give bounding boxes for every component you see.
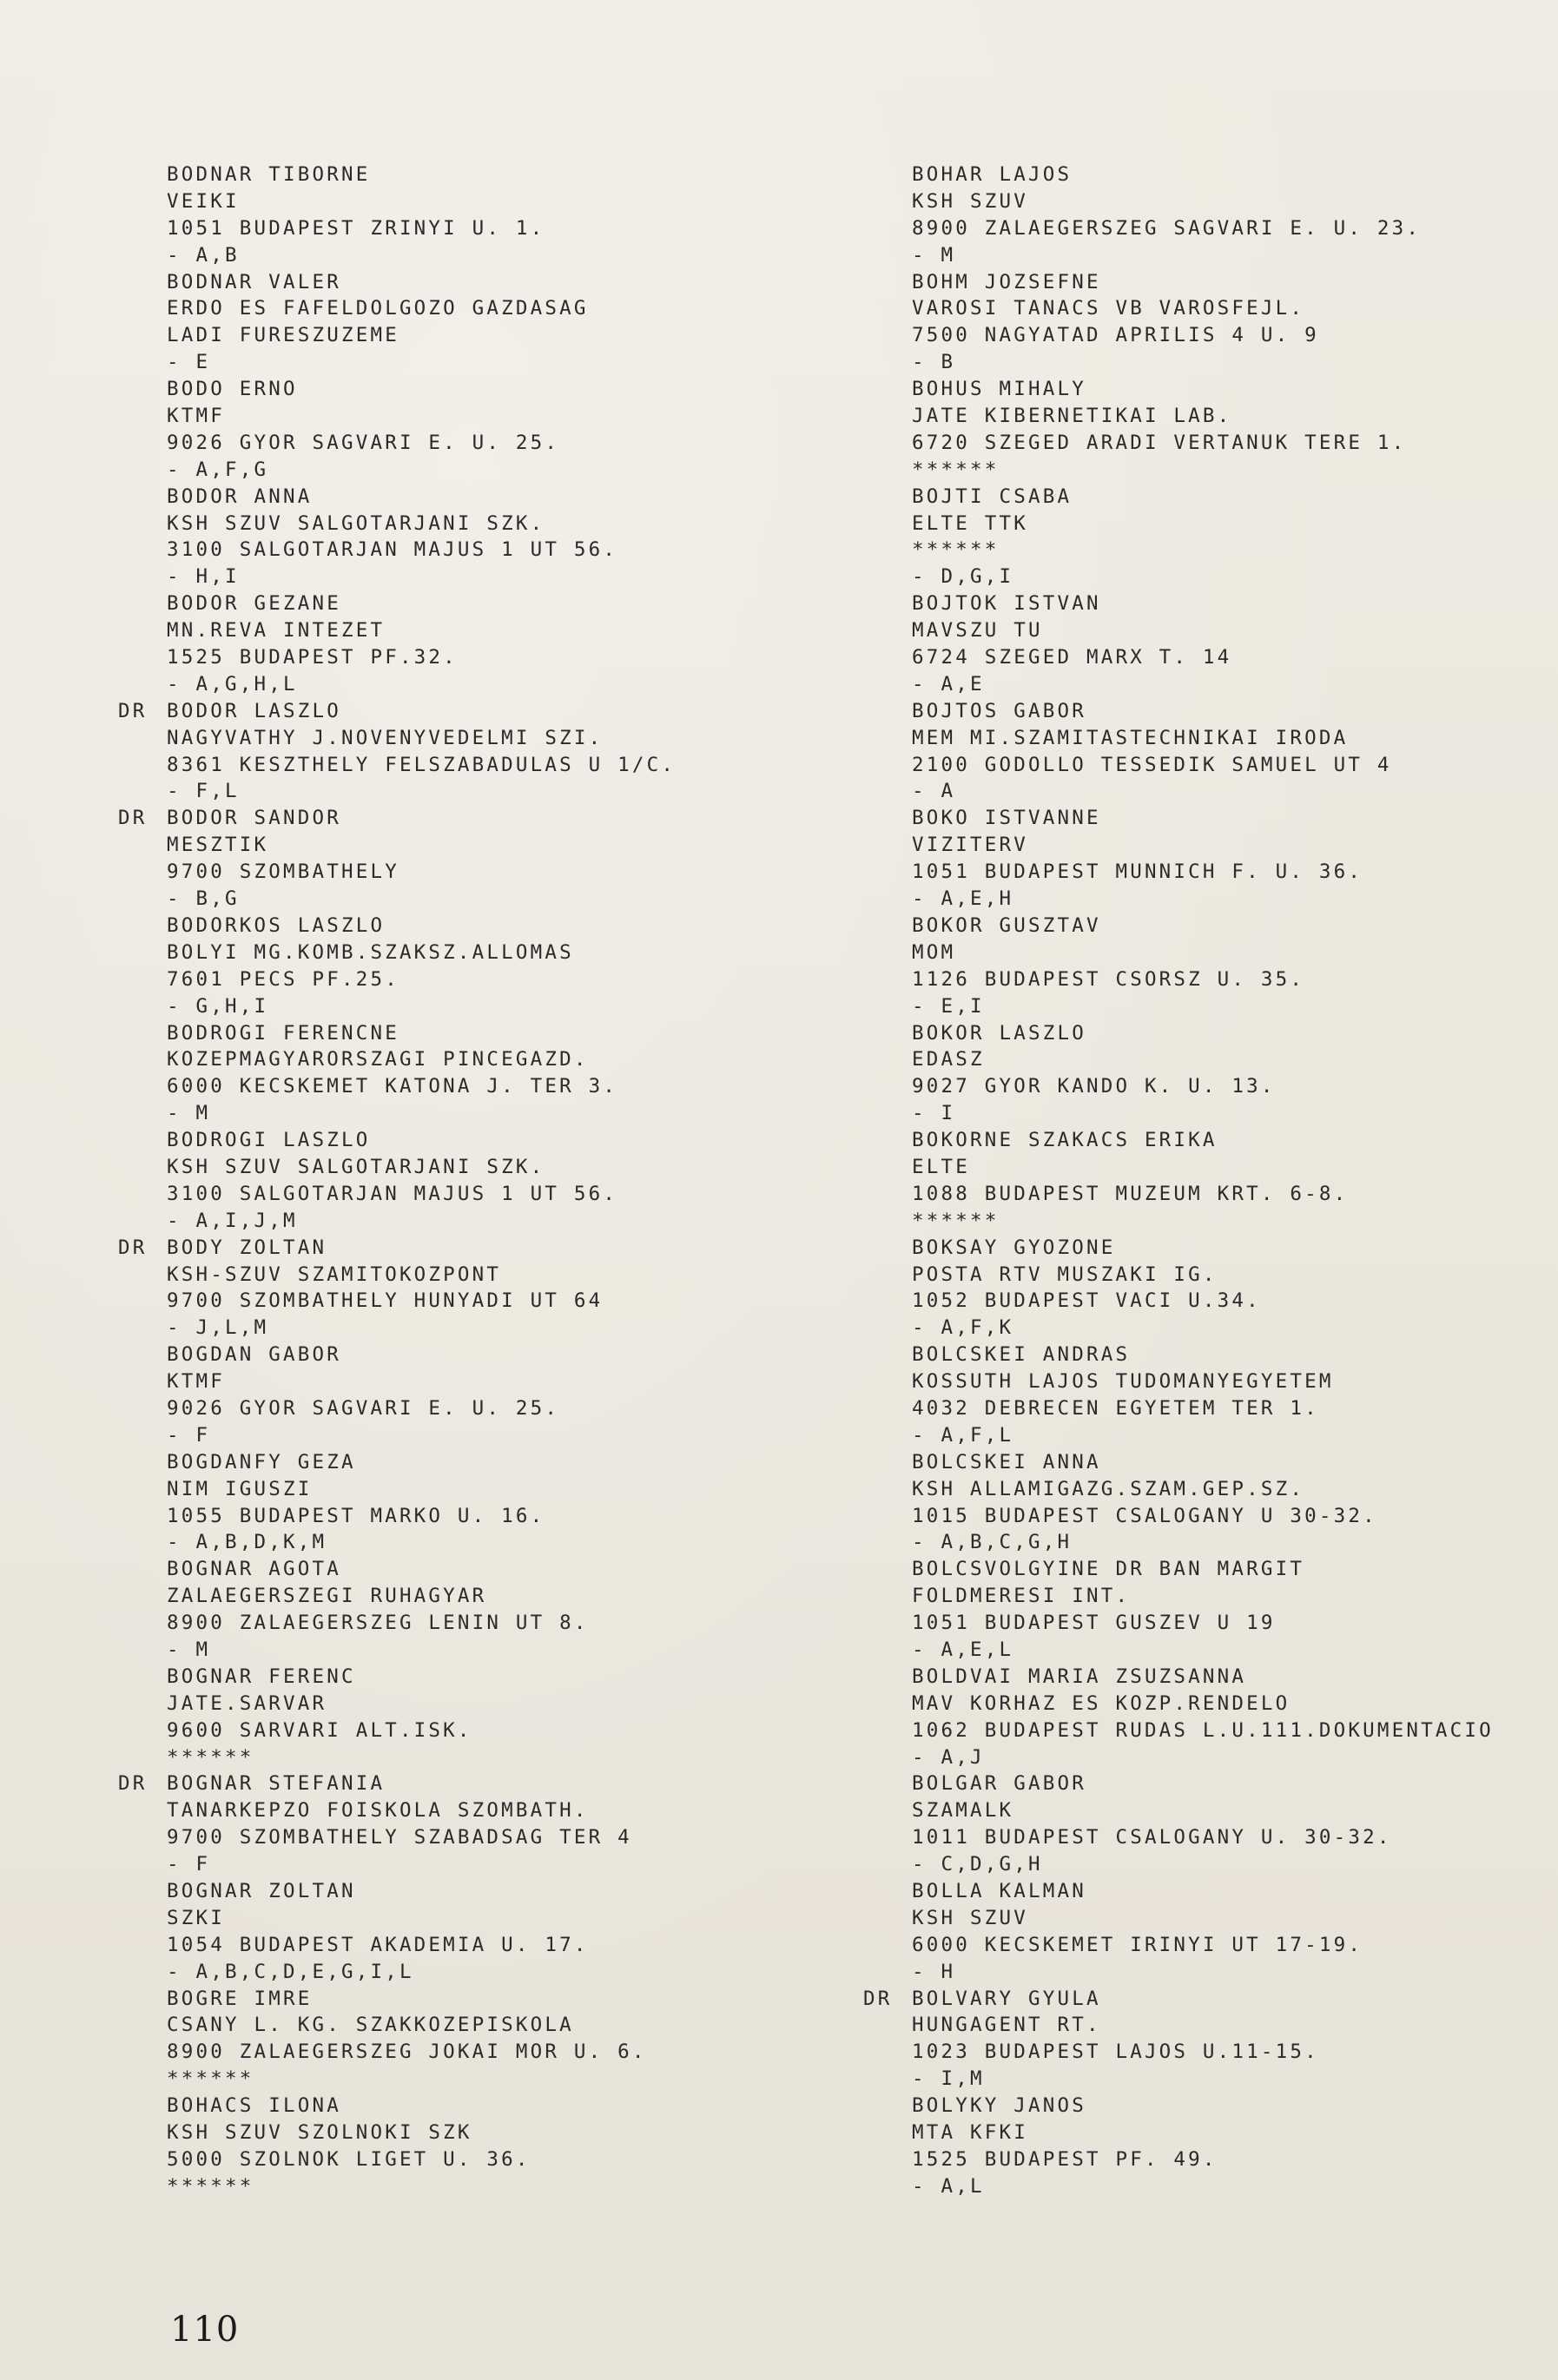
title-prefix: DR (863, 1987, 893, 2010)
entry-address: 3100 SALGOTARJAN MAJUS 1 UT 56. (167, 1182, 618, 1205)
entry-name: BODNAR TIBORNE (167, 163, 371, 186)
entry-name: BOHUS MIHALY (912, 378, 1086, 401)
directory-entry (912, 805, 1555, 913)
entry-codes: ****** (167, 2174, 254, 2198)
entry-codes: - H,I (167, 565, 240, 589)
entry-name-text: BODOR LASZLO (167, 699, 341, 722)
directory-entry (167, 1127, 792, 1235)
directory-entry (118, 698, 792, 806)
entry-name: BOGDANFY GEZA (167, 1450, 356, 1473)
directory-entry (912, 1878, 1555, 1986)
entry-codes: - A,J (912, 1745, 985, 1769)
entry-codes: - A,G,H,L (167, 672, 298, 696)
entry-organization: ELTE (912, 1155, 970, 1178)
right-column (863, 162, 1555, 2200)
entry-organization: ELTE TTK (912, 511, 1028, 535)
entry-codes: - I (912, 1102, 956, 1125)
directory-entry (118, 1770, 792, 1878)
directory-entry (167, 2093, 792, 2200)
entry-name: BOLDVAI MARIA ZSUZSANNA (912, 1665, 1247, 1688)
entry-organization: KSH ALLAMIGAZG.SZAM.GEP.SZ. (912, 1477, 1305, 1500)
entry-name: BODORKOS LASZLO (167, 913, 386, 937)
entry-organization: ZALAEGERSZEGI RUHAGYAR (167, 1585, 487, 1608)
entry-address: 1011 BUDAPEST CSALOGANY U. 30-32. (912, 1826, 1392, 1849)
entry-organization: MN.REVA INTEZET (167, 619, 386, 643)
entry-organization: MESZTIK (167, 834, 269, 857)
entry-address: 4032 DEBRECEN EGYETEM TER 1. (912, 1396, 1319, 1420)
entry-name: BODO ERNO (167, 378, 298, 401)
directory-entry (167, 1556, 792, 1664)
entry-organization: HUNGAGENT RT. (912, 2014, 1101, 2037)
entry-address: 6720 SZEGED ARADI VERTANUK TERE 1. (912, 431, 1407, 454)
directory-entry (167, 1342, 792, 1449)
entry-name-text: BOGNAR STEFANIA (167, 1772, 386, 1796)
directory-entry (167, 484, 792, 591)
entry-address: 2100 GODOLLO TESSEDIK SAMUEL UT 4 (912, 753, 1392, 776)
entry-name: BOKOR GUSZTAV (912, 913, 1101, 937)
entry-codes: - B,G (167, 887, 240, 911)
title-prefix: DR (118, 807, 148, 830)
title-prefix: DR (118, 1772, 148, 1796)
entry-address: 9700 SZOMBATHELY (167, 860, 399, 884)
directory-entry (912, 590, 1555, 698)
entry-organization: KSH SZUV SALGOTARJANI SZK. (167, 1155, 545, 1178)
entry-address: 6000 KECSKEMET IRINYI UT 17-19. (912, 1933, 1363, 1956)
directory-entry (118, 1235, 792, 1342)
entry-organization: JATE.SARVAR (167, 1691, 327, 1715)
directory-entry (167, 1664, 792, 1771)
entry-address: 1525 BUDAPEST PF.32. (167, 646, 458, 669)
entry-organization: KOZEPMAGYARORSZAGI PINCEGAZD. (167, 1048, 589, 1071)
entry-name: BOGDAN GABOR (167, 1343, 341, 1367)
entry-address: ****** (912, 538, 1000, 562)
entry-codes: - G,H,I (167, 994, 269, 1018)
entry-address: 8900 ZALAEGERSZEG SAGVARI E. U. 23. (912, 216, 1422, 240)
directory-entry (912, 162, 1555, 269)
entry-organization: JATE KIBERNETIKAI LAB. (912, 405, 1232, 428)
entry-organization: TANARKEPZO FOISKOLA SZOMBATH. (167, 1799, 589, 1823)
entry-name (118, 1235, 792, 1262)
entry-name: BODOR ANNA (167, 485, 313, 508)
entry-address: 1023 BUDAPEST LAJOS U.11-15. (912, 2040, 1319, 2064)
entry-codes: - A,F,K (912, 1316, 1014, 1340)
entry-address: LADI FURESZUZEME (167, 324, 399, 347)
directory-entry (167, 1020, 792, 1128)
entry-address: 1088 BUDAPEST MUZEUM KRT. 6-8. (912, 1182, 1349, 1205)
title-prefix: DR (118, 699, 148, 722)
entry-codes: - A,B,C,D,E,G,I,L (167, 1960, 414, 1983)
directory-entry (167, 1449, 792, 1557)
entry-organization: KTMF (167, 1370, 225, 1394)
entry-name: BODNAR VALER (167, 270, 341, 293)
entry-codes: - M (912, 243, 956, 267)
entry-address: 9026 GYOR SAGVARI E. U. 25. (167, 1396, 560, 1420)
directory-entry (912, 1127, 1555, 1235)
entry-address: 9026 GYOR SAGVARI E. U. 25. (167, 431, 560, 454)
entry-organization: NAGYVATHY J.NOVENYVEDELMI SZI. (167, 726, 604, 749)
entry-address: 1051 BUDAPEST MUNNICH F. U. 36. (912, 860, 1363, 884)
entry-organization: NIM IGUSZI (167, 1477, 313, 1500)
entry-codes: ****** (167, 1745, 254, 1769)
entry-organization: KOSSUTH LAJOS TUDOMANYEGYETEM (912, 1370, 1334, 1394)
entry-name: BOKSAY GYOZONE (912, 1236, 1116, 1259)
entry-codes: - M (167, 1638, 211, 1661)
entry-organization: VEIKI (167, 189, 240, 213)
directory-entry (912, 1556, 1555, 1664)
entry-organization: ERDO ES FAFELDOLGOZO GAZDASAG (167, 297, 589, 320)
entry-name: BOLCSVOLGYINE DR BAN MARGIT (912, 1558, 1305, 1581)
entry-address: 1051 BUDAPEST ZRINYI U. 1. (167, 216, 545, 240)
entry-name: BOGRE IMRE (167, 1987, 313, 2010)
entry-name (863, 1986, 1555, 2013)
entry-address: 9600 SARVARI ALT.ISK. (167, 1718, 472, 1742)
entry-organization: KSH SZUV (912, 1906, 1028, 1929)
entry-codes: - I,M (912, 2067, 985, 2091)
directory-entry (912, 1020, 1555, 1128)
entry-codes: ****** (912, 1209, 1000, 1232)
directory-entry (912, 1449, 1555, 1557)
entry-organization: KSH SZUV (912, 189, 1028, 213)
entry-name: BOJTOK ISTVAN (912, 592, 1101, 616)
directory-entry (167, 162, 792, 269)
directory-entry (167, 913, 792, 1020)
entry-name: BOLCSKEI ANDRAS (912, 1343, 1131, 1367)
directory-entry (912, 1235, 1555, 1342)
directory-entry (167, 1878, 792, 1986)
entry-name-text: BODY ZOLTAN (167, 1236, 327, 1259)
entry-organization: POSTA RTV MUSZAKI IG. (912, 1263, 1218, 1286)
directory-entry (167, 590, 792, 698)
entry-organization: SZKI (167, 1906, 225, 1929)
entry-organization: SZAMALK (912, 1799, 1014, 1823)
directory-entry (912, 269, 1555, 377)
entry-address: 3100 SALGOTARJAN MAJUS 1 UT 56. (167, 538, 618, 562)
entry-codes: - M (167, 1102, 211, 1125)
entry-name: BOLCSKEI ANNA (912, 1450, 1101, 1473)
entry-organization: EDASZ (912, 1048, 985, 1071)
entry-organization: MEM MI.SZAMITASTECHNIKAI IRODA (912, 726, 1349, 749)
entry-codes: - F,L (167, 780, 240, 803)
entry-codes: - C,D,G,H (912, 1853, 1043, 1876)
directory-entry (912, 484, 1555, 591)
entry-organization: MAV KORHAZ ES KOZP.RENDELO (912, 1691, 1291, 1715)
entry-organization: VAROSI TANACS VB VAROSFEJL. (912, 297, 1305, 320)
entry-name (118, 1770, 792, 1797)
entry-organization: FOLDMERESI INT. (912, 1585, 1131, 1608)
entry-codes: - J,L,M (167, 1316, 269, 1340)
entry-codes: - A,E (912, 672, 985, 696)
entry-address: 1052 BUDAPEST VACI U.34. (912, 1289, 1261, 1313)
entry-name: BODROGI LASZLO (167, 1129, 371, 1152)
directory-entry (912, 1664, 1555, 1771)
directory-entry (912, 1342, 1555, 1449)
entry-address: 9027 GYOR KANDO K. U. 13. (912, 1075, 1276, 1098)
entry-address: 1525 BUDAPEST PF. 49. (912, 2147, 1218, 2171)
entry-address: 1062 BUDAPEST RUDAS L.U.111.DOKUMENTACIO (912, 1718, 1494, 1742)
entry-codes: - A (912, 780, 956, 803)
entry-codes: - F (167, 1423, 211, 1447)
entry-name: BOGNAR ZOLTAN (167, 1880, 356, 1902)
entry-name: BOLYKY JANOS (912, 2094, 1086, 2118)
entry-codes: - E,I (912, 994, 985, 1018)
directory-entry (167, 376, 792, 484)
entry-address: 7500 NAGYATAD APRILIS 4 U. 9 (912, 324, 1319, 347)
entry-address: 6000 KECSKEMET KATONA J. TER 3. (167, 1075, 618, 1098)
title-prefix: DR (118, 1236, 148, 1259)
entry-name: BODOR GEZANE (167, 592, 341, 616)
entry-address: 9700 SZOMBATHELY HUNYADI UT 64 (167, 1289, 604, 1313)
entry-address: 8900 ZALAEGERSZEG LENIN UT 8. (167, 1612, 589, 1635)
entry-codes: - H (912, 1960, 956, 1983)
entry-codes: - A,F,L (912, 1423, 1014, 1447)
entry-address: 8900 ZALAEGERSZEG JOKAI MOR U. 6. (167, 2040, 647, 2064)
entry-codes: - D,G,I (912, 565, 1014, 589)
entry-organization: MAVSZU TU (912, 619, 1043, 643)
entry-name: BOGNAR FERENC (167, 1665, 356, 1688)
entry-codes: - A,I,J,M (167, 1209, 298, 1232)
entry-name-text: BOLVARY GYULA (912, 1987, 1101, 2010)
directory-entry (912, 1770, 1555, 1878)
entry-address: 7601 PECS PF.25. (167, 967, 399, 991)
page-number: 110 (170, 2310, 240, 2350)
entry-name: BOKOR LASZLO (912, 1021, 1086, 1045)
entry-name: BOJTI CSABA (912, 485, 1073, 508)
entry-codes: - A,F,G (167, 458, 269, 481)
entry-codes: - A,B,D,K,M (167, 1531, 327, 1554)
entry-organization: KTMF (167, 405, 225, 428)
entry-name (118, 698, 792, 725)
entry-name: BOKORNE SZAKACS ERIKA (912, 1129, 1218, 1152)
entry-organization: KSH SZUV SZOLNOKI SZK (167, 2121, 472, 2145)
directory-entry (912, 2093, 1555, 2200)
directory-entry (912, 376, 1555, 484)
entry-codes: - F (167, 1853, 211, 1876)
entry-organization: MTA KFKI (912, 2121, 1028, 2145)
entry-address: 9700 SZOMBATHELY SZABADSAG TER 4 (167, 1826, 632, 1849)
entry-organization: VIZITERV (912, 834, 1028, 857)
entry-codes: - A,B,C,G,H (912, 1531, 1073, 1554)
entry-codes: ****** (167, 2067, 254, 2091)
entry-name-text: BODOR SANDOR (167, 807, 341, 830)
entry-codes: - A,E,L (912, 1638, 1014, 1661)
directory-entry (118, 805, 792, 913)
entry-name: BOJTOS GABOR (912, 699, 1086, 722)
entry-organization: BOLYI MG.KOMB.SZAKSZ.ALLOMAS (167, 940, 574, 964)
entry-name: BODROGI FERENCNE (167, 1021, 399, 1045)
directory-entry (167, 269, 792, 377)
entry-organization: KSH SZUV SALGOTARJANI SZK. (167, 511, 545, 535)
entry-codes: - E (167, 351, 211, 374)
entry-codes: ****** (912, 458, 1000, 481)
entry-address: 1126 BUDAPEST CSORSZ U. 35. (912, 967, 1305, 991)
entry-organization: KSH-SZUV SZAMITOKOZPONT (167, 1263, 502, 1286)
entry-name: BOGNAR AGOTA (167, 1558, 341, 1581)
entry-organization: CSANY L. KG. SZAKKOZEPISKOLA (167, 2014, 574, 2037)
entry-codes: - A,L (912, 2174, 985, 2198)
entry-codes: - A,E,H (912, 887, 1014, 911)
entry-address: 1051 BUDAPEST GUSZEV U 19 (912, 1612, 1276, 1635)
entry-address: 1055 BUDAPEST MARKO U. 16. (167, 1504, 545, 1527)
entry-name: BOHM JOZSEFNE (912, 270, 1101, 293)
entry-codes: - B (912, 351, 956, 374)
directory-entry (912, 913, 1555, 1020)
entry-name: BOHAR LAJOS (912, 163, 1073, 186)
directory-entry (912, 698, 1555, 806)
entry-name: BOKO ISTVANNE (912, 807, 1101, 830)
entry-organization: MOM (912, 940, 956, 964)
entry-address: 1054 BUDAPEST AKADEMIA U. 17. (167, 1933, 589, 1956)
entry-codes: - A,B (167, 243, 240, 267)
entry-address: 1015 BUDAPEST CSALOGANY U 30-32. (912, 1504, 1377, 1527)
entry-address: 6724 SZEGED MARX T. 14 (912, 646, 1232, 669)
directory-entry (167, 1986, 792, 2093)
entry-name (118, 805, 792, 832)
entry-name: BOHACS ILONA (167, 2094, 341, 2118)
entry-name: BOLLA KALMAN (912, 1880, 1086, 1902)
entry-address: 8361 KESZTHELY FELSZABADULAS U 1/C. (167, 753, 677, 776)
entry-address: 5000 SZOLNOK LIGET U. 36. (167, 2147, 531, 2171)
entry-name: BOLGAR GABOR (912, 1772, 1086, 1796)
directory-entry (863, 1986, 1555, 2093)
left-column (118, 162, 792, 2200)
